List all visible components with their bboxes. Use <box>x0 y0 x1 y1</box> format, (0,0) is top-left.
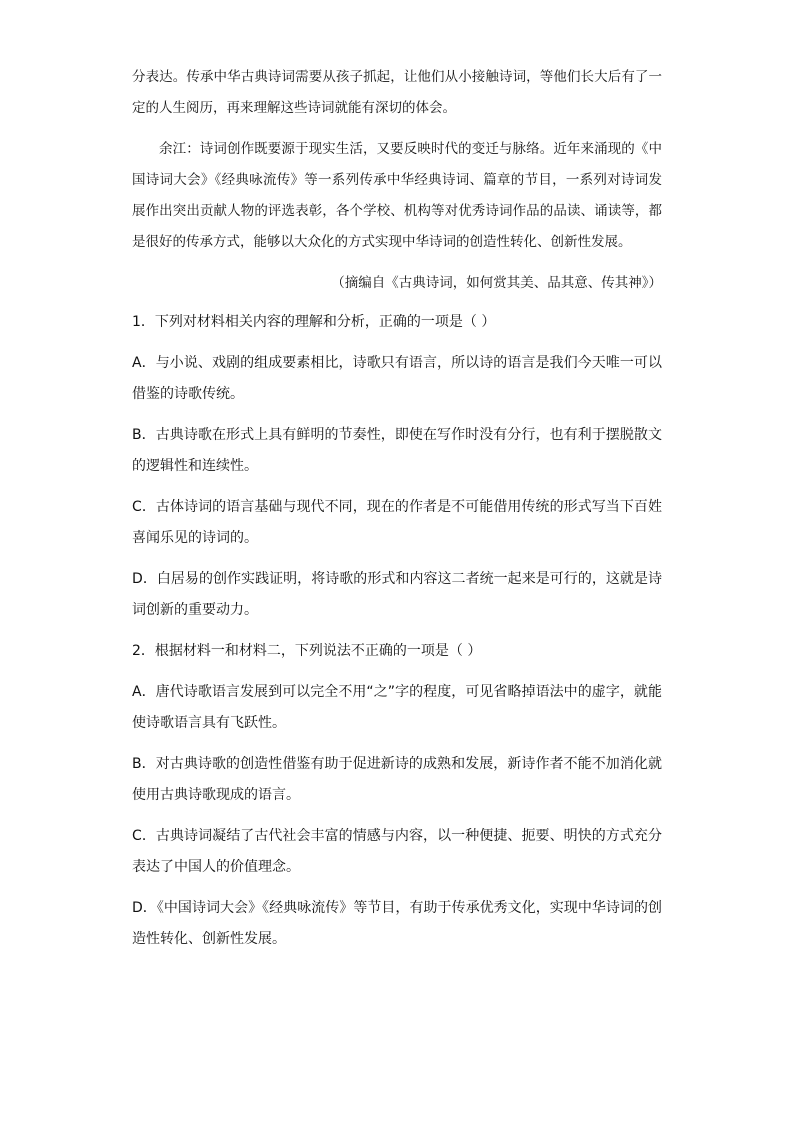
question-1-option-c: C．古体诗词的语言基础与现代不同，现在的作者是不可能借用传统的形式写当下百姓喜闻乐见的诗词的。 <box>132 499 662 546</box>
question-2 <box>132 636 662 955</box>
question-1 <box>132 307 662 626</box>
question-2-option-c: C．古典诗词凝结了古代社会丰富的情感与内容，以一种便捷、扼要、明快的方式充分表达了中国人的价值理念。 <box>132 828 662 875</box>
question-1-option-b: B．古典诗歌在形式上具有鲜明的节奏性，即使在写作时没有分行，也有利于摆脱散文的逻辑性和连续性。 <box>132 427 662 474</box>
question-1-option-d: D．白居易的创作实践证明，将诗歌的形式和内容这二者统一起来是可行的，这就是诗词创新的重要动力。 <box>132 571 662 618</box>
passage-paragraph-2: 余江：诗词创作既要源于现实生活，又要反映时代的变迁与脉络。近年来涌现的《中国诗词大会》《经典咏流传》等一系列传承中华经典诗词、篇章的节目，一系列对诗词发展作出突出贡献人物的评选表彰，各个学校、机构等对优秀诗词作品的品读、诵读等，都是很好的传承方式，能够以大众化的方式实现中华诗词的创造性转化、创新性发展。 <box>132 141 662 250</box>
passage-paragraph-1: 分表达。传承中华古典诗词需要从孩子抓起，让他们从小接触诗词，等他们长大后有了一定的人生阅历，再来理解这些诗词就能有深切的体会。 <box>132 69 662 116</box>
question-2-option-d: D．《中国诗词大会》《经典咏流传》等节目，有助于传承优秀文化，实现中华诗词的创造性转化、创新性发展。 <box>132 900 662 947</box>
question-2-stem: 2．根据材料一和材料二，下列说法不正确的一项是（ ） <box>132 643 482 659</box>
passage-source: （摘编自《古典诗词，如何赏其美、品其意、传其神》） <box>331 275 662 291</box>
question-1-stem: 1．下列对材料相关内容的理解和分析，正确的一项是（ ） <box>132 314 496 330</box>
question-2-option-a: A．唐代诗歌语言发展到可以完全不用“之”字的程度，可见省略掉语法中的虚字，就能使诗歌语言具有飞跃性。 <box>132 684 662 731</box>
document-page <box>132 62 662 965</box>
question-2-option-b: B．对古典诗歌的创造性借鉴有助于促进新诗的成熟和发展，新诗作者不能不加消化就使用古典诗歌现成的语言。 <box>132 756 662 803</box>
question-1-option-a: A．与小说、戏剧的组成要素相比，诗歌只有语言，所以诗的语言是我们今天唯一可以借鉴的诗歌传统。 <box>132 355 662 402</box>
